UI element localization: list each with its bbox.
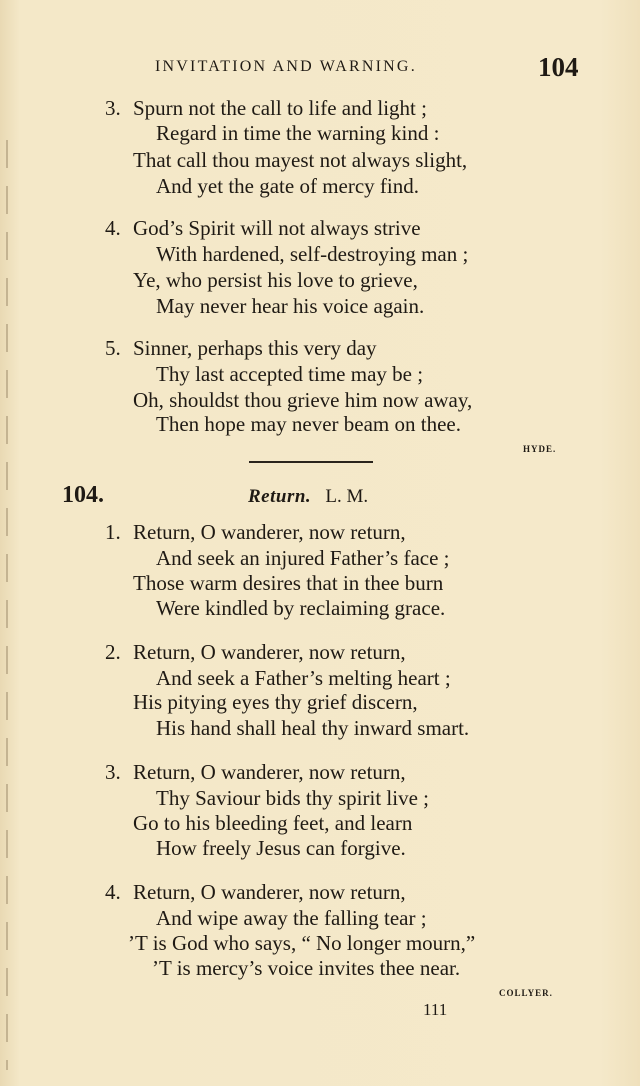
- verse-line: And seek an injured Father’s face ;: [156, 546, 450, 570]
- verse-line: And wipe away the falling tear ;: [156, 906, 427, 930]
- verse-line: ’T is mercy’s voice invites thee near.: [152, 956, 461, 980]
- hymn-tune: [248, 486, 368, 508]
- hymn-heading: [0, 482, 640, 512]
- verse-line: May never hear his voice again.: [156, 294, 425, 318]
- verse-line: Those warm desires that in thee burn: [133, 571, 444, 595]
- verse-line: And seek a Father’s melting heart ;: [156, 666, 451, 690]
- verse-line: Oh, shouldst thou grieve him now away,: [133, 388, 473, 412]
- stanza-number: 4.: [105, 880, 121, 904]
- stanza-number: 4.: [105, 216, 121, 240]
- verse-line: Go to his bleeding feet, and learn: [133, 811, 413, 835]
- stanza-number: 1.: [105, 520, 121, 544]
- stanza-number: 3.: [105, 96, 121, 120]
- verse-line: Regard in time the warning kind :: [156, 121, 440, 145]
- verse-line: His pitying eyes thy grief discern,: [133, 690, 418, 714]
- verse-line: Then hope may never beam on thee.: [156, 412, 461, 436]
- stanza-number: 5.: [105, 336, 121, 360]
- stanza-number: 3.: [105, 760, 121, 784]
- author-attribution: HYDE.: [523, 444, 557, 454]
- meter: L. M.: [325, 486, 369, 507]
- verse-line: That call thou mayest not always slight,: [133, 148, 468, 172]
- verse-line: God’s Spirit will not always strive: [133, 216, 421, 240]
- verse-line: His hand shall heal thy inward smart.: [156, 716, 470, 740]
- hymn-number: 104.: [62, 482, 104, 508]
- verse-line: Return, O wanderer, now return,: [133, 760, 406, 784]
- verse-line: Return, O wanderer, now return,: [133, 640, 406, 664]
- verse-line: Thy last accepted time may be ;: [156, 362, 424, 386]
- verse-line: Return, O wanderer, now return,: [133, 520, 406, 544]
- verse-line: Were kindled by reclaiming grace.: [156, 596, 446, 620]
- author-attribution: COLLYER.: [499, 988, 553, 998]
- verse-line: With hardened, self-destroying man ;: [156, 242, 469, 266]
- verse-line: Return, O wanderer, now return,: [133, 880, 406, 904]
- verse-line: Thy Saviour bids thy spirit live ;: [156, 786, 429, 810]
- running-title: INVITATION AND WARNING.: [155, 58, 417, 75]
- verse-line: ’T is God who says, “ No longer mourn,”: [128, 931, 476, 955]
- verse-line: Ye, who persist his love to grieve,: [133, 268, 418, 292]
- stanza-number: 2.: [105, 640, 121, 664]
- verse-line: Sinner, perhaps this very day: [133, 336, 377, 360]
- page-edge-shadow: [6, 140, 8, 1070]
- verse-line: How freely Jesus can forgive.: [156, 836, 406, 860]
- tune-name: Return.: [248, 486, 312, 507]
- page-number: 104: [538, 52, 579, 82]
- verse-line: And yet the gate of mercy find.: [156, 174, 419, 198]
- verse-line: Spurn not the call to life and light ;: [133, 96, 427, 120]
- section-divider: [249, 461, 373, 463]
- folio-number: 111: [423, 1000, 448, 1019]
- running-header: [0, 52, 640, 86]
